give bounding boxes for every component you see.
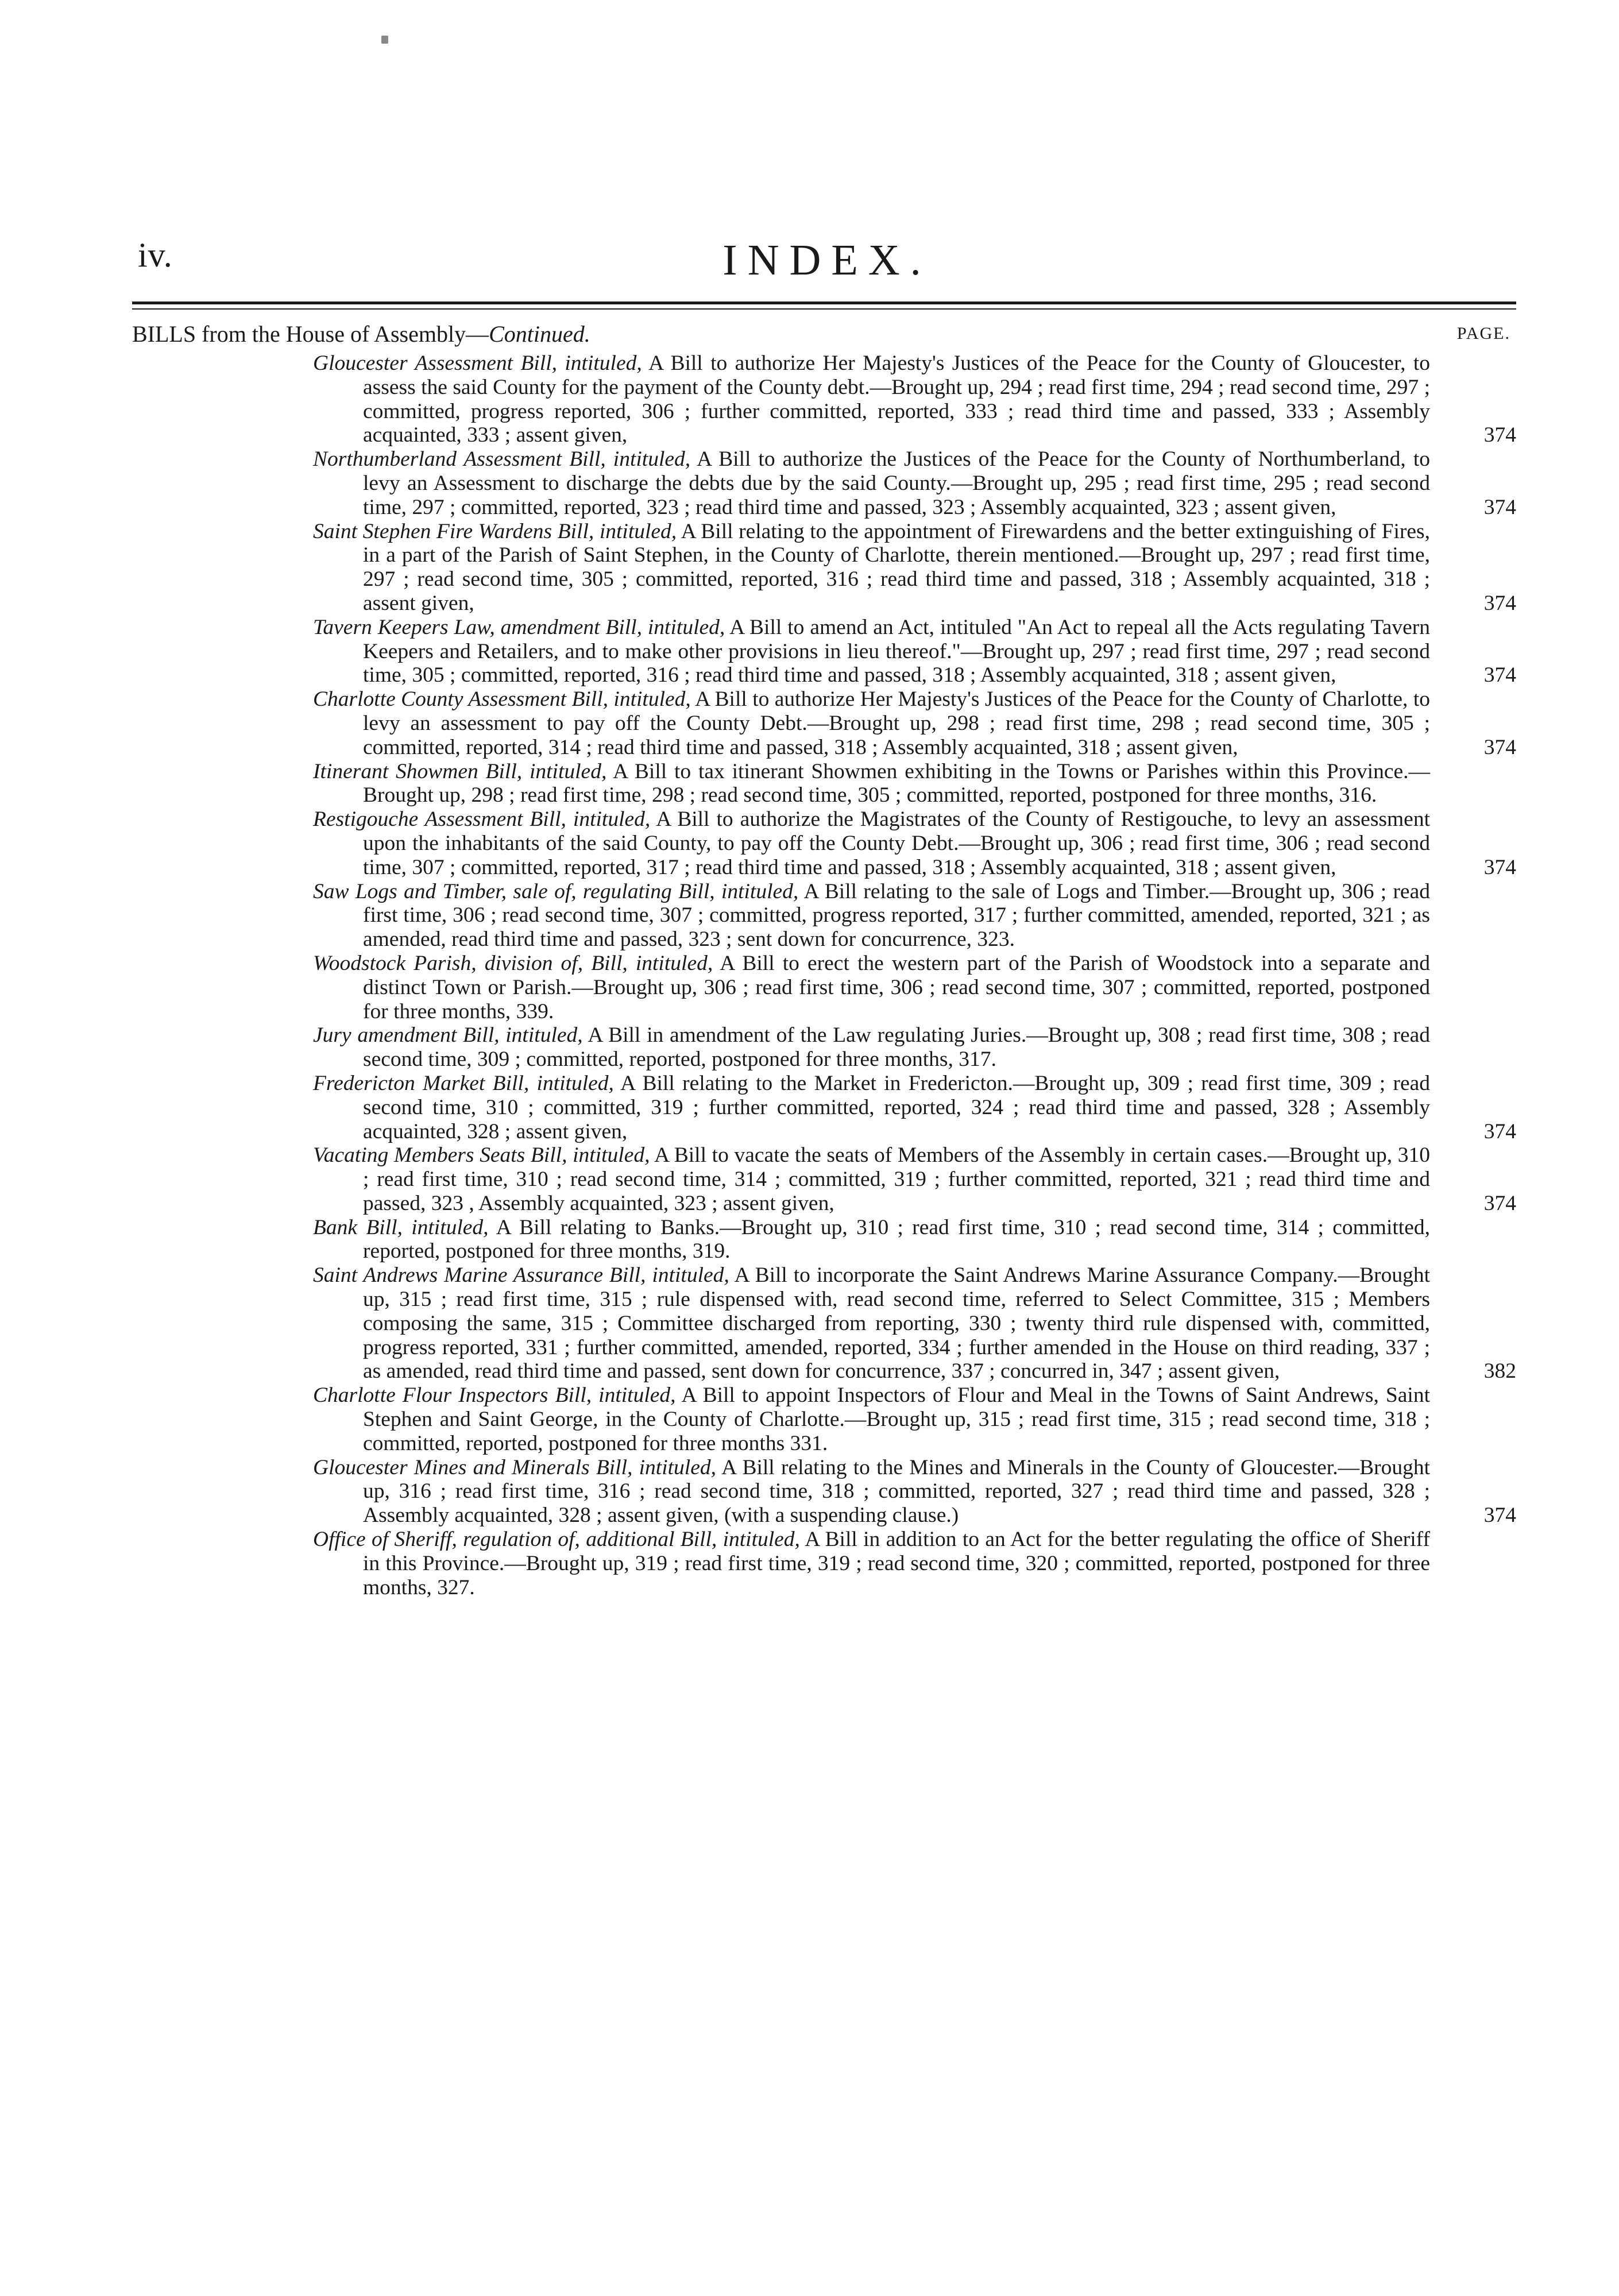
entry-text: [313, 952, 1430, 1023]
index-entries: [313, 351, 1516, 1599]
bill-description: A Bill to incorporate the Saint Andrews Marine Assurance Company.—Brought up, 315 ; read first time, 315 ; rule dispensed with, read second time, referred to Select Committee, 315 ; Members composing the same, 315 ; Committee discharged from reporting, 330 ; twenty third rule dispensed with, committed, progress reported, 331 ; further committed, amended, reported, 334 ; further amended in the House on third reading, 337 ; as amended, read third time and passed, sent down for concurrence, 337 ; concurred in, 347 ; assent given,: [363, 1263, 1430, 1383]
bill-name: Bank Bill, intituled,: [313, 1215, 489, 1239]
bill-name: Office of Sheriff, regulation of, additional Bill, intituled,: [313, 1528, 800, 1552]
index-entry: [313, 1263, 1516, 1383]
page-reference: 374: [1483, 855, 1516, 879]
entry-text: [313, 520, 1430, 616]
page-reference: 374: [1483, 591, 1516, 615]
entry-text: [313, 1023, 1430, 1072]
section-continued: Continued.: [489, 321, 590, 347]
page-reference: 374: [1483, 1503, 1516, 1528]
bill-description: A Bill relating to the sale of Logs and Timber.—Brought up, 306 ; read first time, 306 ; read second time, 307 ; committed, progress reported, 317 ; further committed, amended, reported, 321 ; as amended, read third time and passed, 323 ; sent down for concurrence, 323.: [363, 879, 1430, 952]
bill-name: Restigouche Assessment Bill, intituled,: [313, 807, 651, 832]
bill-description: A Bill in addition to an Act for the better regulating the office of Sheriff in this Province.—Brought up, 319 ; read first time, 319 ; read second time, 320 ; committed, reported, postponed for three months, 327.: [363, 1528, 1430, 1599]
index-entry: [313, 760, 1516, 808]
bill-name: Northumberland Assessment Bill, intituled,: [313, 447, 691, 471]
index-entry: [313, 616, 1516, 687]
entry-text: [313, 1216, 1430, 1264]
page-reference: 374: [1483, 1191, 1516, 1215]
page-reference: 374: [1483, 495, 1516, 519]
bill-description: A Bill to authorize the Justices of the Peace for the County of Northumberland, to levy an Assessment to discharge the debts due by the said County.—Brought up, 295 ; read first time, 295 ; read second time, 297 ; committed, reported, 323 ; read third time and passed, 323 ; Assembly acquainted, 323 ; assent given,: [363, 447, 1430, 519]
entry-text: [313, 880, 1430, 952]
index-entry: [313, 1456, 1516, 1528]
page-number: iv.: [138, 236, 173, 274]
page-header: [138, 235, 1516, 293]
bill-description: A Bill relating to Banks.—Brought up, 310 ; read first time, 310 ; read second time, 314 ; committed, reported, postponed for three months, 319.: [363, 1215, 1430, 1263]
entry-text: [313, 1263, 1430, 1383]
page-reference: 374: [1483, 1119, 1516, 1143]
section-title: [132, 320, 590, 347]
bill-name: Gloucester Mines and Minerals Bill, intituled,: [313, 1455, 716, 1479]
entry-text: [313, 1528, 1430, 1599]
section-title-text: BILLS from the House of Assembly—: [132, 321, 489, 347]
bill-description: A Bill to vacate the seats of Members of the Assembly in certain cases.—Brought up, 310 ; read first time, 310 ; read second time, 314 ; committed, 319 ; further committed, reported, 321 ; read third time and passed, 323 , Assembly acquainted, 323 ; assent given,: [363, 1143, 1430, 1215]
page-reference: 374: [1483, 423, 1516, 447]
page-reference: 382: [1483, 1359, 1516, 1383]
index-entry: [313, 1216, 1516, 1264]
index-entry: [313, 1528, 1516, 1599]
index-entry: [313, 447, 1516, 519]
index-entry: [313, 1143, 1516, 1215]
page-mark: [381, 36, 388, 44]
index-entry: [313, 880, 1516, 952]
section-heading: [132, 320, 1516, 355]
index-entry: [313, 1072, 1516, 1143]
index-entry: [313, 1023, 1516, 1072]
index-entry: [313, 952, 1516, 1023]
page-title: INDEX.: [722, 236, 932, 284]
entry-text: [313, 351, 1430, 447]
bill-name: Gloucester Assessment Bill, intituled,: [313, 351, 642, 375]
bill-description: A Bill relating to the Mines and Minerals in the County of Gloucester.—Brought up, 316 ; read first time, 316 ; read second time, 318 ; committed, reported, 327 ; read third time and passed, 328 ; Assembly acquainted, 328 ; assent given, (with a suspending clause.): [363, 1455, 1430, 1528]
bill-name: Jury amendment Bill, intituled,: [313, 1023, 583, 1047]
entry-text: [313, 616, 1430, 687]
bill-description: A Bill to amend an Act, intituled "An Act to repeal all the Acts regulating Tavern Keepers and Retailers, and to make other provisions in lieu thereof."—Brought up, 297 ; read first time, 297 ; read second time, 305 ; committed, reported, 316 ; read third time and passed, 318 ; Assembly acquainted, 318 ; assent given,: [363, 615, 1430, 687]
entry-text: [313, 760, 1430, 808]
bill-description: A Bill relating to the appointment of Firewardens and the better extinguishing of Fires, in a part of the Parish of Saint Stephen, in the County of Charlotte, therein mentioned.—Brought up, 297 ; read first time, 297 ; read second time, 305 ; committed, reported, 316 ; read third time and passed, 318 ; Assembly acquainted, 318 ; assent given,: [363, 519, 1430, 615]
bill-name: Woodstock Parish, division of, Bill, intituled,: [313, 951, 713, 975]
entry-text: [313, 1456, 1430, 1528]
bill-description: A Bill to authorize the Magistrates of the County of Restigouche, to levy an assessment upon the inhabitants of the said County, to pay off the County Debt.—Brought up, 306 ; read first time, 306 ; read second time, 307 ; committed, reported, 317 ; read third time and passed, 318 ; Assembly acquainted, 318 ; assent given,: [363, 807, 1430, 879]
entry-text: [313, 1383, 1430, 1455]
bill-name: Charlotte Flour Inspectors Bill, intituled,: [313, 1383, 676, 1408]
bill-description: A Bill to tax itinerant Showmen exhibiting in the Towns or Parishes within this Province.—Brought up, 298 ; read first time, 298 ; read second time, 305 ; committed, reported, postponed for three months, 316.: [363, 759, 1430, 807]
index-entry: [313, 351, 1516, 447]
index-entry: [313, 520, 1516, 616]
bill-description: A Bill to erect the western part of the Parish of Woodstock into a separate and distinct Town or Parish.—Brought up, 306 ; read first time, 306 ; read second time, 307 ; committed, reported, postponed for three months, 339.: [363, 951, 1430, 1023]
header-rule-thick: [132, 302, 1516, 304]
bill-description: A Bill relating to the Market in Fredericton.—Brought up, 309 ; read first time, 309 ; read second time, 310 ; committed, 319 ; further committed, reported, 324 ; read third time and passed, 328 ; Assembly acquainted, 328 ; assent given,: [363, 1071, 1430, 1143]
page-reference: 374: [1483, 663, 1516, 687]
page-reference: 374: [1483, 735, 1516, 759]
bill-name: Fredericton Market Bill, intituled,: [313, 1071, 614, 1095]
entry-text: [313, 687, 1430, 759]
index-entry: [313, 687, 1516, 759]
bill-name: Saint Andrews Marine Assurance Bill, intituled,: [313, 1263, 729, 1288]
bill-name: Charlotte County Assessment Bill, intituled,: [313, 687, 691, 712]
header-rule-thin: [132, 308, 1516, 310]
entry-text: [313, 1143, 1430, 1215]
index-entry: [313, 807, 1516, 879]
bill-name: Tavern Keepers Law, amendment Bill, intituled,: [313, 615, 725, 639]
bill-name: Itinerant Showmen Bill, intituled,: [313, 759, 607, 783]
entry-text: [313, 1072, 1430, 1143]
bill-name: Vacating Members Seats Bill, intituled,: [313, 1143, 650, 1168]
bill-description: A Bill to authorize Her Majesty's Justices of the Peace for the County of Gloucester, to assess the said County for the payment of the County debt.—Brought up, 294 ; read first time, 294 ; read second time, 297 ; committed, progress reported, 306 ; further committed, reported, 333 ; read third time and passed, 333 ; Assembly acquainted, 333 ; assent given,: [363, 351, 1430, 447]
index-entry: [313, 1383, 1516, 1455]
page-column-label: PAGE.: [1456, 324, 1510, 343]
bill-description: A Bill to authorize Her Majesty's Justices of the Peace for the County of Charlotte, to levy an assessment to pay off the County Debt.—Brought up, 298 ; read first time, 298 ; read second time, 305 ; committed, reported, 314 ; read third time and passed, 318 ; Assembly acquainted, 318 ; assent given,: [363, 687, 1431, 759]
bill-name: Saw Logs and Timber, sale of, regulating Bill, intituled,: [313, 879, 799, 903]
entry-text: [313, 447, 1430, 519]
bill-description: A Bill in amendment of the Law regulating Juries.—Brought up, 308 ; read first time, 308 ; read second time, 309 ; committed, reported, postponed for three months, 317.: [363, 1023, 1431, 1072]
entry-text: [313, 807, 1430, 879]
bill-name: Saint Stephen Fire Wardens Bill, intituled,: [313, 519, 677, 543]
bill-description: A Bill to appoint Inspectors of Flour and Meal in the Towns of Saint Andrews, Saint Stephen and Saint George, in the County of Charlotte.—Brought up, 315 ; read first time, 315 ; read second time, 318 ; committed, reported, postponed for three months 331.: [363, 1383, 1430, 1455]
